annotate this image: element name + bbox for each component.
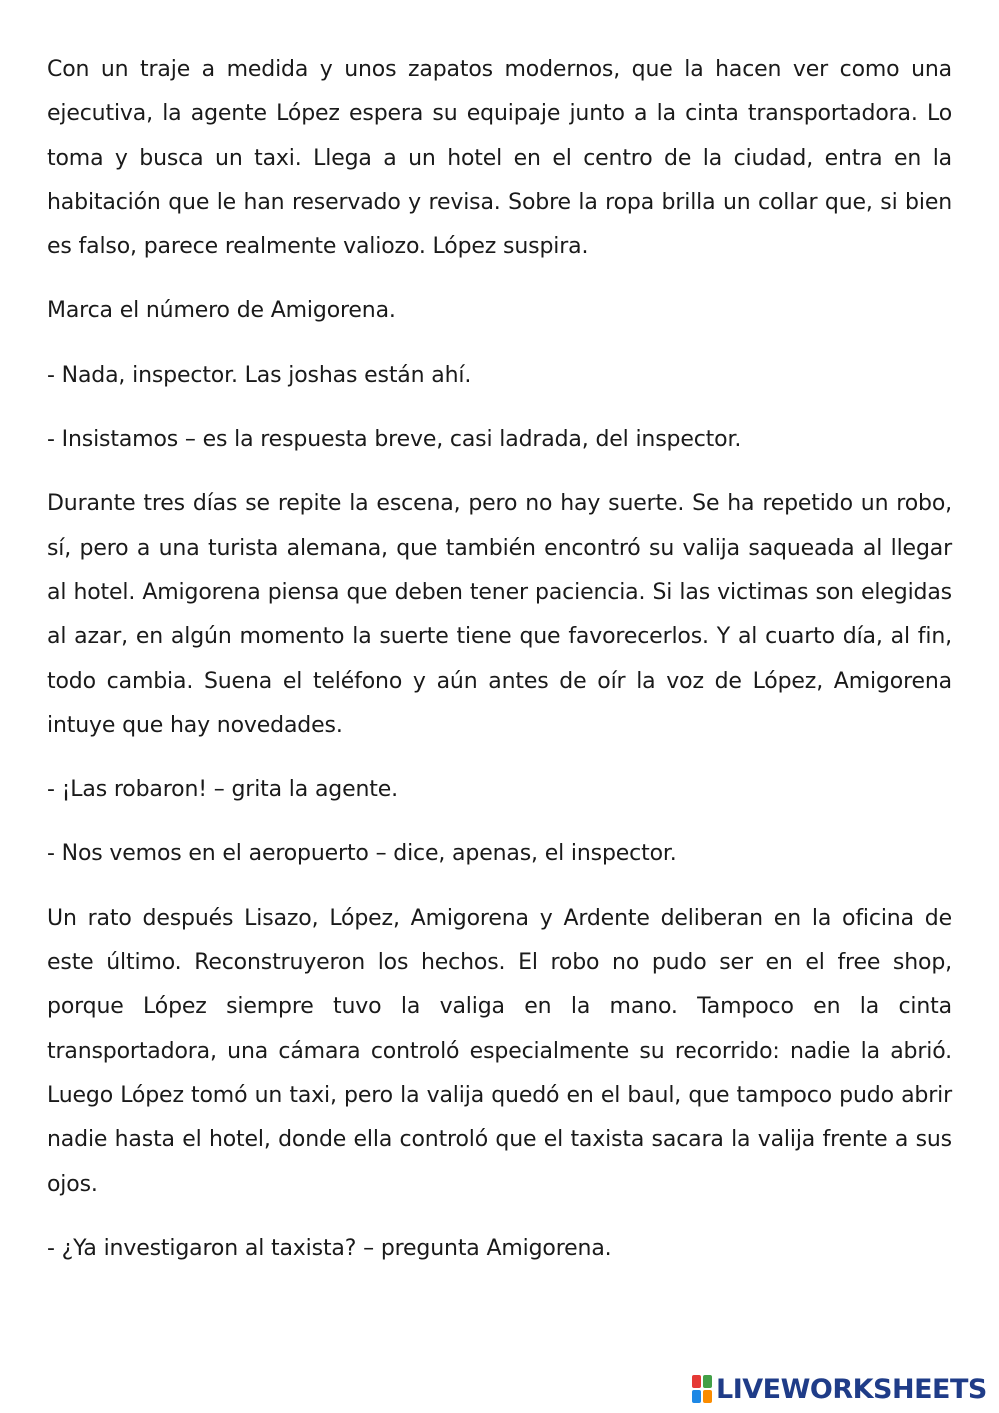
liveworksheets-logo-icon <box>692 1375 712 1403</box>
paragraph-6: - ¡Las robaron! – grita la agente. <box>47 777 398 803</box>
paragraph-2: Marca el número de Amigorena. <box>47 298 396 324</box>
logo-square-orange <box>703 1390 712 1403</box>
paragraph-8: Un rato después Lisazo, López, Amigorena y Ardente deliberan en la oficina de este último. Reconstruyeron los hechos. El robo no pudo ser en el free shop, porque López siempre tuvo la valiga en la mano. Tampoco en la cinta transportadora, una cámara controló especialmente su recorrido: nadie la abrió. Luego López tomó un taxi, pero la valija quedó en el baul, que tampoco pudo abrir nadie hasta el hotel, donde ella controló que el taxista sacara la valija frente a sus ojos. <box>47 905 952 1197</box>
paragraph-5: Durante tres días se repite la escena, pero no hay suerte. Se ha repetido un robo, sí, pero a una turista alemana, que también encontró su valija saqueada al llegar al hotel. Amigorena piensa que deben tener paciencia. Si las victimas son elegidas al azar, en algún momento la suerte tiene que favorecerlos. Y al cuarto día, al fin, todo cambia. Suena el teléfono y aún antes de oír la voz de López, Amigorena intuye que hay novedades. <box>47 491 952 738</box>
paragraph-9: - ¿Ya investigaron al taxista? – pregunta Amigorena. <box>47 1235 612 1261</box>
paragraph-1: Con un traje a medida y unos zapatos modernos, que la hacen ver como una ejecutiva, la agente López espera su equipaje junto a la cinta transportadora. Lo toma y busca un taxi. Llega a un hotel en el centro de la ciudad, entra en la habitación que le han reservado y revisa. Sobre la ropa brilla un collar que, si bien es falso, parece realmente valiozo. López suspira. <box>47 57 952 260</box>
logo-square-red <box>692 1375 701 1388</box>
paragraph-7: - Nos vemos en el aeropuerto – dice, apenas, el inspector. <box>47 841 677 867</box>
paragraph-4: - Insistamos – es la respuesta breve, casi ladrada, del inspector. <box>47 427 742 453</box>
logo-text: LIVEWORKSHEETS <box>716 1373 987 1405</box>
logo-square-green <box>703 1375 712 1388</box>
liveworksheets-logo[interactable] <box>692 1373 987 1405</box>
document-body <box>47 48 952 1291</box>
logo-square-blue <box>692 1390 701 1403</box>
paragraph-3: - Nada, inspector. Las joshas están ahí. <box>47 362 472 388</box>
